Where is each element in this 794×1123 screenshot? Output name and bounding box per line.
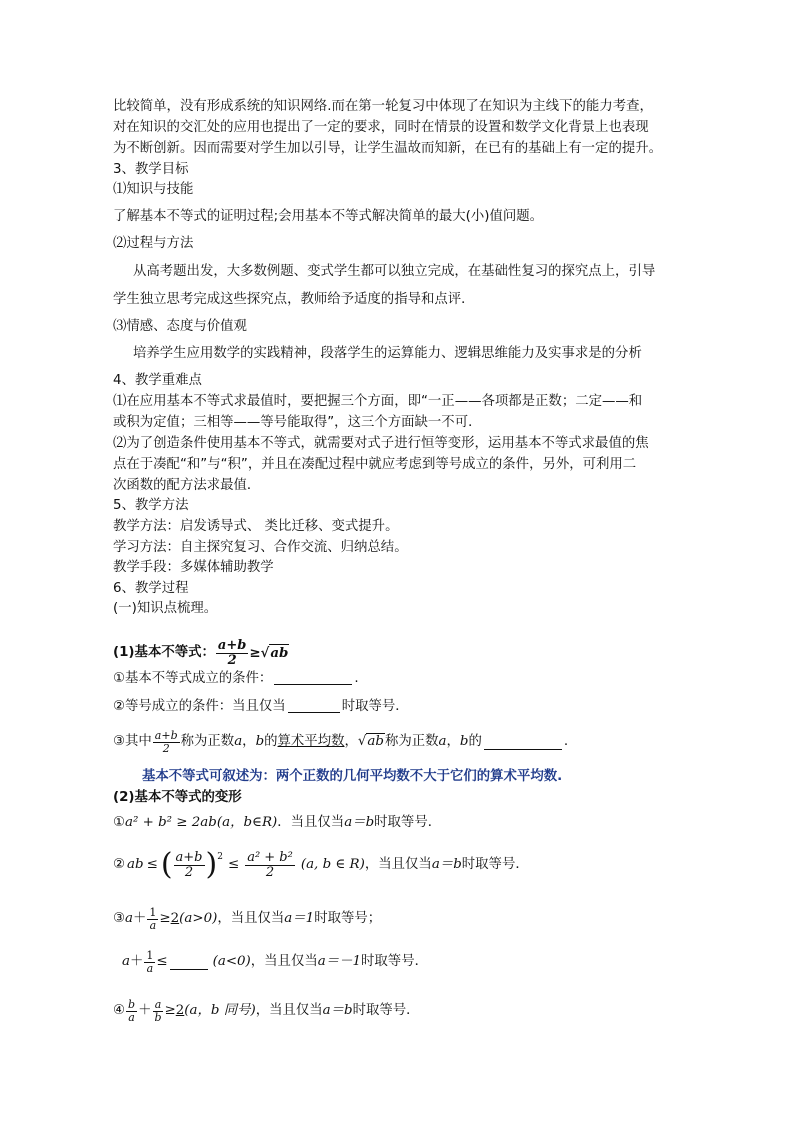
plus-sign: ＋ xyxy=(138,1003,152,1018)
fraction-denominator: 2 xyxy=(265,864,275,880)
condition-1-blank xyxy=(274,670,352,685)
section-4-heading: 4、教学重难点 xyxy=(113,373,202,388)
section-3-sub2-line1: 从高考题出发，大多数例题、变式学生都可以独立完成，在基础性复习的探究点上，引导 xyxy=(133,264,656,279)
paren-open: ( xyxy=(160,847,173,882)
condition-3-blank xyxy=(484,735,562,750)
comma-2: ， xyxy=(344,734,358,749)
var-a: a xyxy=(234,734,243,749)
condition-3-prefix: ③其中 xyxy=(113,734,152,749)
fraction-numerator: a+b xyxy=(154,728,178,742)
ge-sign: ≥ xyxy=(159,911,171,926)
transform-3b-fraction xyxy=(144,950,155,974)
condition-2 xyxy=(113,697,409,717)
condition-2-blank xyxy=(288,698,340,713)
fraction-denominator: b xyxy=(154,1010,162,1024)
condition-3-text: 称为正数 xyxy=(180,734,235,749)
sqrt-ab: √ab xyxy=(357,734,384,749)
condition-2-end: 时取等号． xyxy=(341,699,409,714)
transform-4-cond: (a，b 同号) xyxy=(184,1003,256,1018)
transform-3b xyxy=(122,945,428,979)
section-4-p1-line2: 或积为定值；三相等——等号能取得”，这三个方面缺一不可． xyxy=(113,415,482,430)
section-3-heading: 3、教学目标 xyxy=(113,162,189,177)
condition-3-fraction xyxy=(153,730,180,754)
transform-1-post: ．当且仅当 xyxy=(277,815,345,830)
intro-line-3: 为不断创新。因而需要对学生加以引导，让学生温故而知新，在已有的基础上有一定的提升。 xyxy=(113,141,663,156)
section-3-sub3-text: 培养学生应用数学的实践精神，段落学生的运算能力、逻辑思维能力及实事求是的分析 xyxy=(133,346,642,361)
transform-3-post: ，当且仅当 xyxy=(217,911,285,926)
circled-2: ② xyxy=(113,857,126,872)
condition-3 xyxy=(113,724,568,760)
section-5-means: 教学手段：多媒体辅助教学 xyxy=(113,560,274,575)
var-a: a xyxy=(438,734,447,749)
section-6-part1: (一)知识点梳理。 xyxy=(113,601,218,616)
paren-close: ) xyxy=(205,847,218,882)
comma: ， xyxy=(242,734,256,749)
fraction-numerator: a² + b² xyxy=(247,849,293,865)
transform-3-cond: (a>0) xyxy=(179,911,218,926)
circled-4: ④ xyxy=(113,1003,126,1018)
transform-3b-eq: a＝－1 xyxy=(317,954,362,969)
section-4-p2-line2: 点在于凑配“和”与“积”，并且在凑配过程中就应考虑到等号成立的条件，另外，可利用二 xyxy=(113,457,637,472)
var-a: a xyxy=(122,954,130,969)
sqrt-ab: √ab xyxy=(260,645,289,661)
transform-3b-post: ，当且仅当 xyxy=(250,954,318,969)
le-sign: ≤ xyxy=(146,857,158,872)
comma: ， xyxy=(446,734,460,749)
transform-4-eq: a＝b xyxy=(322,1003,353,1018)
transform-2-fraction xyxy=(174,851,205,879)
section-3-sub1: ⑴知识与技能 xyxy=(113,182,194,197)
fraction-denominator: 2 xyxy=(184,864,194,880)
fraction-numerator: b xyxy=(128,997,136,1011)
two: 2 xyxy=(170,911,180,926)
section-5-teach: 教学方法：启发诱导式、 类比迁移、变式提升。 xyxy=(113,519,399,534)
transform-3-fraction xyxy=(147,907,158,931)
transform-2-post: ，当且仅当 xyxy=(364,857,432,872)
transform-heading: (2)基本不等式的变形 xyxy=(113,790,242,805)
transform-4 xyxy=(113,994,420,1028)
section-3-sub3: ⑶情感、态度与价值观 xyxy=(113,319,247,334)
basic-inequality-label: (1)基本不等式： xyxy=(113,645,215,660)
section-5-learn: 学习方法：自主探究复习、合作交流、归纳总结。 xyxy=(113,540,408,555)
var-b: b xyxy=(255,734,265,749)
de-2: 的 xyxy=(468,734,482,749)
fraction-denominator: 2 xyxy=(227,652,237,668)
de: 的 xyxy=(264,734,278,749)
transform-2-end: 时取等号． xyxy=(461,857,529,872)
var-a: a xyxy=(125,911,133,926)
section-4-p2-line3: 次函数的配方法求最值． xyxy=(113,478,261,493)
square-exponent: 2 xyxy=(217,852,223,862)
fraction-numerator: a+b xyxy=(175,849,203,865)
condition-1-text: ①基本不等式成立的条件： xyxy=(113,671,273,686)
transform-2-cond: (a, b ∈ R) xyxy=(300,857,365,872)
transform-1-expr: a² + b² ≥ 2ab xyxy=(125,815,217,830)
transform-4-post: ，当且仅当 xyxy=(255,1003,323,1018)
section-3-sub2-line2: 学生独立思考完成这些探究点，教师给予适度的指导和点评． xyxy=(113,292,475,307)
circled-1: ① xyxy=(113,815,126,830)
transform-3 xyxy=(113,902,381,936)
fraction-denominator: a xyxy=(146,961,154,975)
transform-2-eq: a＝b xyxy=(431,857,462,872)
le-sign-2: ≤ xyxy=(227,857,240,872)
fraction-numerator: 1 xyxy=(146,948,154,962)
section-4-p1-line1: ⑴在应用基本不等式求最值时，要把握三个方面，即“一正——各项都是正数；二定——和 xyxy=(113,394,643,409)
transform-1-end: 时取等号． xyxy=(374,815,442,830)
transform-2-ab: ab xyxy=(127,857,144,872)
basic-inequality-line xyxy=(113,633,289,673)
fraction-numerator: 1 xyxy=(149,905,157,919)
transform-2-fraction-2 xyxy=(245,851,295,879)
transform-1-eq: a＝b xyxy=(344,815,375,830)
condition-3-end: . xyxy=(563,734,569,749)
condition-3-text-2: 称为正数 xyxy=(384,734,439,749)
transform-3-eq: a＝1 xyxy=(284,911,315,926)
radicand: ab xyxy=(270,645,289,661)
plus-sign: ＋ xyxy=(133,911,147,926)
condition-1 xyxy=(113,669,359,689)
ge-sign: ≥ xyxy=(249,645,261,661)
section-3-sub1-text: 了解基本不等式的证明过程;会用基本不等式解决简单的最大(小)值问题。 xyxy=(113,209,544,224)
le-sign: ≤ xyxy=(156,954,168,969)
fraction-numerator: a+b xyxy=(217,637,247,653)
fraction-denominator: a xyxy=(149,918,157,932)
section-3-sub2: ⑵过程与方法 xyxy=(113,236,194,251)
two: 2 xyxy=(175,1003,185,1018)
arithmetic-mean-term: 算术平均数 xyxy=(277,734,345,749)
ge-sign: ≥ xyxy=(164,1003,176,1018)
transform-3b-blank xyxy=(170,955,208,970)
plus-sign: ＋ xyxy=(129,954,144,969)
transform-4-end: 时取等号． xyxy=(352,1003,420,1018)
circled-3: ③ xyxy=(113,911,126,926)
transform-4-fraction-1 xyxy=(126,999,137,1023)
transform-3b-cond: (a<0) xyxy=(212,954,251,969)
fraction-numerator: a xyxy=(154,997,162,1011)
transform-1-cond: (a，b∈R) xyxy=(216,815,278,830)
var-b: b xyxy=(459,734,469,749)
transform-1 xyxy=(113,813,441,833)
section-6-heading: 6、教学过程 xyxy=(113,581,189,596)
fraction-denominator: a xyxy=(128,1010,135,1024)
condition-2-text: ②等号成立的条件：当且仅当 xyxy=(113,699,286,714)
transform-4-fraction-2 xyxy=(152,999,163,1023)
basic-inequality-fraction xyxy=(216,639,248,667)
transform-2 xyxy=(113,843,529,887)
fraction-denominator: 2 xyxy=(162,741,170,755)
section-4-p2-line1: ⑵为了创造条件使用基本不等式，就需要对式子进行恒等变形，运用基本不等式求最值的焦 xyxy=(113,436,649,451)
transform-3b-end: 时取等号． xyxy=(361,954,428,969)
condition-1-end: . xyxy=(354,671,359,686)
intro-line-1: 比较简单，没有形成系统的知识网络.而在第一轮复习中体现了在知识为主线下的能力考查， xyxy=(113,99,653,114)
radicand: ab xyxy=(367,734,384,749)
intro-line-2: 对在知识的交汇处的应用也提出了一定的要求，同时在情景的设置和数学文化背景上也表现 xyxy=(113,120,649,135)
section-5-heading: 5、教学方法 xyxy=(113,498,189,513)
inequality-statement: 基本不等式可叙述为：两个正数的几何平均数不大于它们的算术平均数. xyxy=(142,769,563,784)
transform-3-end: 时取等号； xyxy=(314,911,382,926)
